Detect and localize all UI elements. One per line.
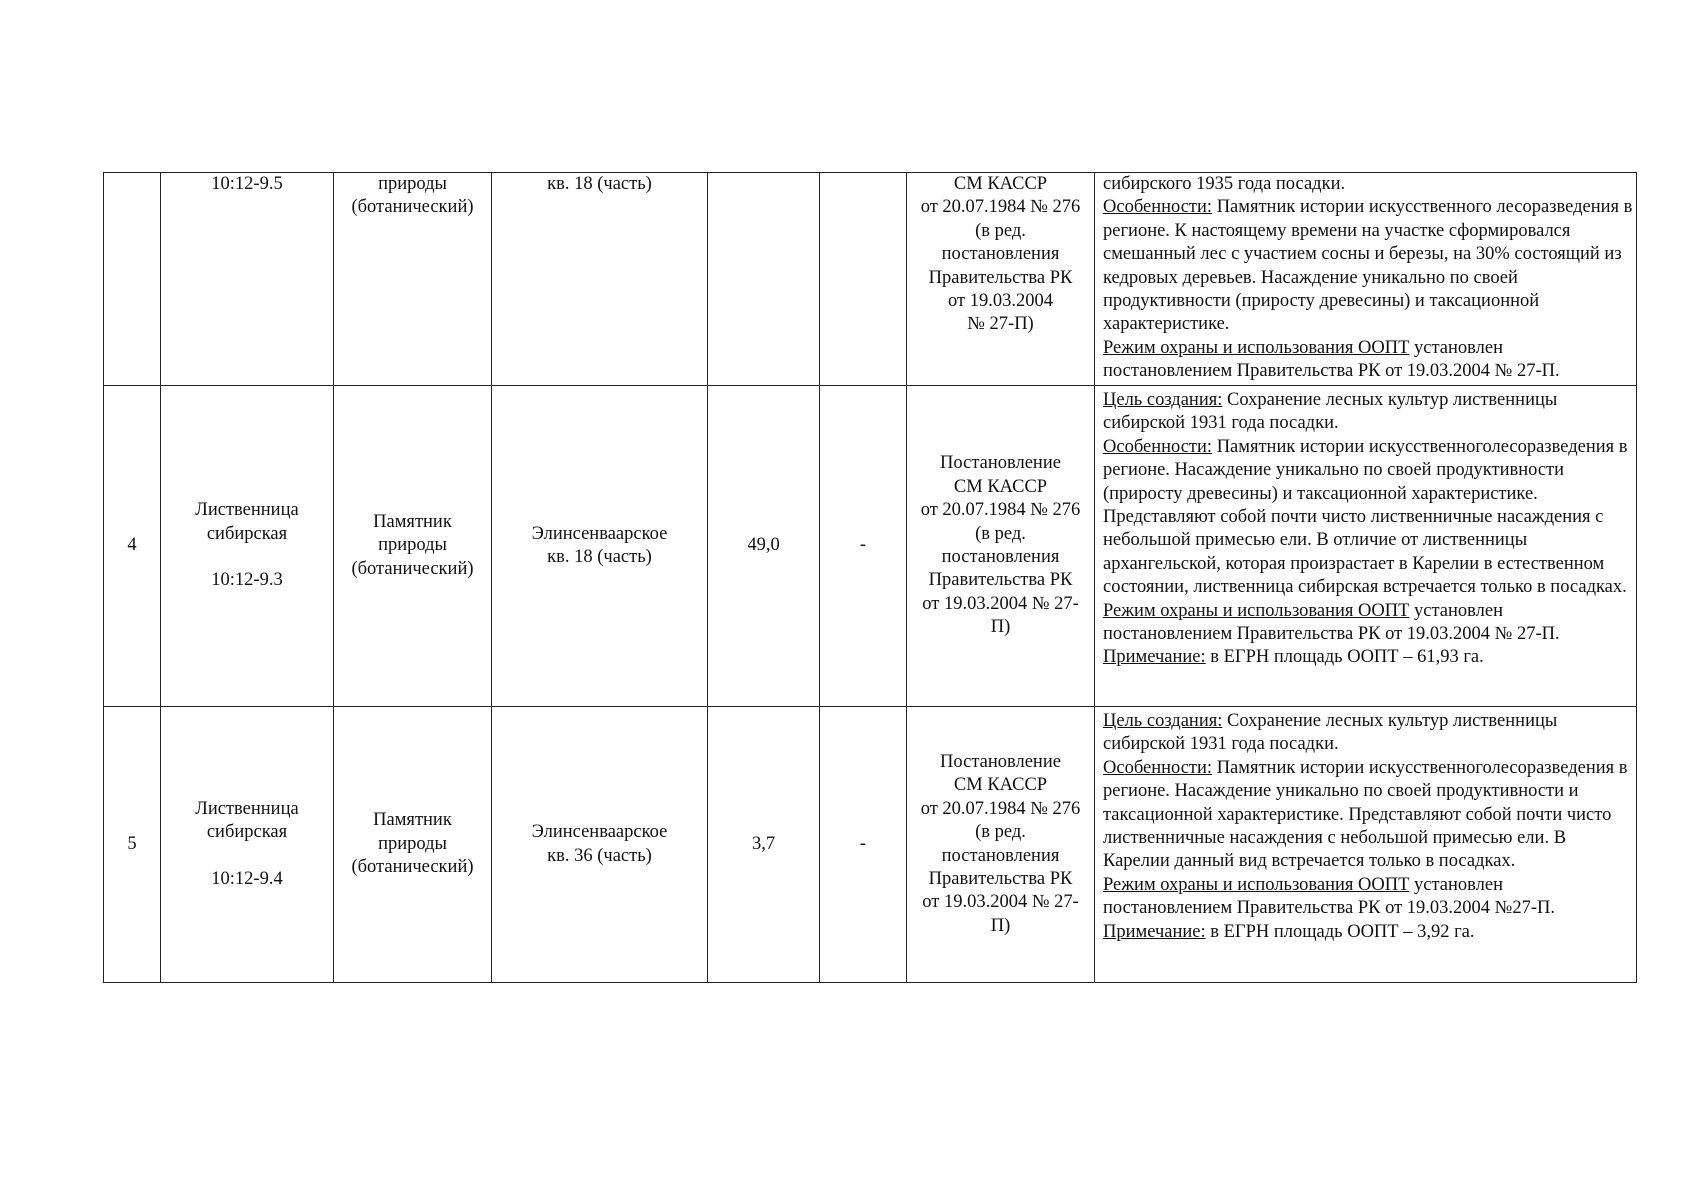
- description-cell: [1095, 173, 1637, 386]
- location-line: Элинсенваарское: [531, 523, 668, 544]
- document-line: Постановление: [940, 453, 1061, 474]
- table-row: [104, 707, 1637, 983]
- note-label: Примечание:: [1103, 647, 1206, 668]
- note-label: Примечание:: [1103, 921, 1206, 942]
- category-line: Памятник: [373, 810, 452, 831]
- regime-text: установлен постановлением Правительства РК от 19.03.2004 № 27-П.: [1103, 600, 1560, 645]
- document-line: Правительства РК: [928, 868, 1073, 889]
- document-line: (в ред.: [975, 822, 1026, 843]
- goal-label: Цель создания:: [1103, 390, 1223, 410]
- category-line: природы: [378, 833, 447, 854]
- description-cell: [1095, 707, 1637, 983]
- category-line: природы: [378, 535, 447, 556]
- area-cell: [708, 173, 820, 386]
- object-code: 10:12-9.3: [211, 570, 283, 591]
- category-line: Памятник: [373, 511, 452, 532]
- object-name-line: Лиственница: [195, 798, 299, 819]
- document-line: (в ред.: [975, 523, 1026, 544]
- document-line: П): [990, 915, 1011, 936]
- document-line: от 19.03.2004 № 27-: [922, 892, 1079, 913]
- document-line: Правительства РК: [928, 570, 1073, 591]
- document-cell: [907, 173, 1095, 386]
- object-name-line: сибирская: [206, 523, 288, 544]
- note-text: в ЕГРН площадь ООПТ – 61,93 га.: [1205, 647, 1484, 668]
- document-line: П): [990, 617, 1011, 638]
- note-text: в ЕГРН площадь ООПТ – 3,92 га.: [1205, 921, 1475, 942]
- goal-label: Цель создания:: [1103, 711, 1223, 731]
- zone-cell: -: [820, 707, 907, 983]
- features-label: Особенности:: [1103, 436, 1213, 457]
- document-line: от 20.07.1984 № 276: [920, 798, 1081, 819]
- document-line: от 20.07.1984 № 276: [920, 197, 1081, 218]
- features-text: Памятник истории искусственноголесоразведения в регионе. Насаждение уникально по своей продуктивности и таксационной характеристике. Представляют собой почти чисто лиственничные насаждения с небольшой примесью ели. В Карелии данный вид встречается только в посадках.: [1103, 757, 1628, 872]
- location-line: кв. 36 (часть): [547, 845, 652, 866]
- regime-text: установлен постановлением Правительства РК от 19.03.2004 №27-П.: [1103, 874, 1555, 919]
- document-line: от 19.03.2004: [948, 291, 1053, 312]
- document-line: Правительства РК: [928, 267, 1073, 288]
- features-text: Памятник истории искусственного лесоразведения в регионе. К настоящему времени на участке сформировался смешанный лес с участием сосны и березы, на 30% состоящий из кедровых деревьев. Насаждение уникально по своей продуктивности (приросту древесины) и таксационной характеристике.: [1103, 197, 1633, 335]
- features-text: Памятник истории искусственноголесоразведения в регионе. Насаждение уникально по своей продуктивности (приросту древесины) и таксационной характеристике. Представляют собой почти чисто лиственничные насаждения с небольшой примесью ели. В отличие от лиственницы архангельской, которая произрастает в Карелии в естественном состоянии, лиственница сибирская встречается только в посадках.: [1103, 436, 1628, 598]
- document-line: от 19.03.2004 № 27-: [922, 593, 1079, 614]
- area-cell: 49,0: [708, 386, 820, 707]
- object-name-cell: [161, 707, 334, 983]
- object-name-cell: [161, 173, 334, 386]
- zone-cell: -: [820, 386, 907, 707]
- goal-text: Сохранение лесных культур лиственницы сибирской 1931 года посадки.: [1103, 711, 1558, 755]
- location-line: Элинсенваарское: [531, 822, 668, 843]
- document-line: СМ КАССР: [953, 174, 1048, 194]
- goal-text: Сохранение лесных культур лиственницы сибирской 1931 года посадки.: [1103, 390, 1558, 434]
- document-line: постановления: [941, 244, 1060, 265]
- description-cell: [1095, 386, 1637, 707]
- object-code: 10:12-9.5: [211, 174, 283, 194]
- row-number: 4: [104, 386, 161, 707]
- document-cell: [907, 707, 1095, 983]
- document-line: (в ред.: [975, 220, 1026, 241]
- category-line: (ботанический): [351, 857, 474, 878]
- regime-label: Режим охраны и использования ООПТ: [1103, 874, 1410, 895]
- area-cell: 3,7: [708, 707, 820, 983]
- document-line: постановления: [941, 845, 1060, 866]
- document-line: от 20.07.1984 № 276: [920, 500, 1081, 521]
- document-line: СМ КАССР: [953, 476, 1048, 497]
- object-name-line: сибирская: [206, 822, 288, 843]
- table-row: [104, 173, 1637, 386]
- oopt-table: [103, 172, 1637, 983]
- document-line: № 27-П): [967, 314, 1034, 335]
- category-cell: [334, 386, 492, 707]
- category-line: природы: [378, 174, 447, 194]
- row-number: [104, 173, 161, 386]
- goal-text: сибирского 1935 года посадки.: [1103, 174, 1346, 194]
- object-name-line: Лиственница: [195, 500, 299, 521]
- object-code: 10:12-9.4: [211, 868, 283, 889]
- category-line: (ботанический): [351, 197, 474, 218]
- features-label: Особенности:: [1103, 197, 1213, 218]
- category-line: (ботанический): [351, 558, 474, 579]
- regime-text: установлен постановлением Правительства РК от 19.03.2004 № 27-П.: [1103, 337, 1560, 382]
- table-row: [104, 386, 1637, 707]
- zone-cell: [820, 173, 907, 386]
- document-cell: [907, 386, 1095, 707]
- category-cell: [334, 707, 492, 983]
- location-line: кв. 18 (часть): [547, 547, 652, 567]
- regime-label: Режим охраны и использования ООПТ: [1103, 600, 1410, 621]
- location-cell: [492, 707, 708, 983]
- category-cell: [334, 173, 492, 386]
- object-name-cell: [161, 386, 334, 707]
- document-line: Постановление: [940, 751, 1061, 772]
- location-line: кв. 18 (часть): [547, 174, 652, 194]
- regime-label: Режим охраны и использования ООПТ: [1103, 337, 1410, 358]
- document-line: постановления: [941, 547, 1060, 567]
- row-number: 5: [104, 707, 161, 983]
- location-cell: [492, 386, 708, 707]
- location-cell: [492, 173, 708, 386]
- features-label: Особенности:: [1103, 757, 1213, 778]
- document-line: СМ КАССР: [953, 775, 1048, 796]
